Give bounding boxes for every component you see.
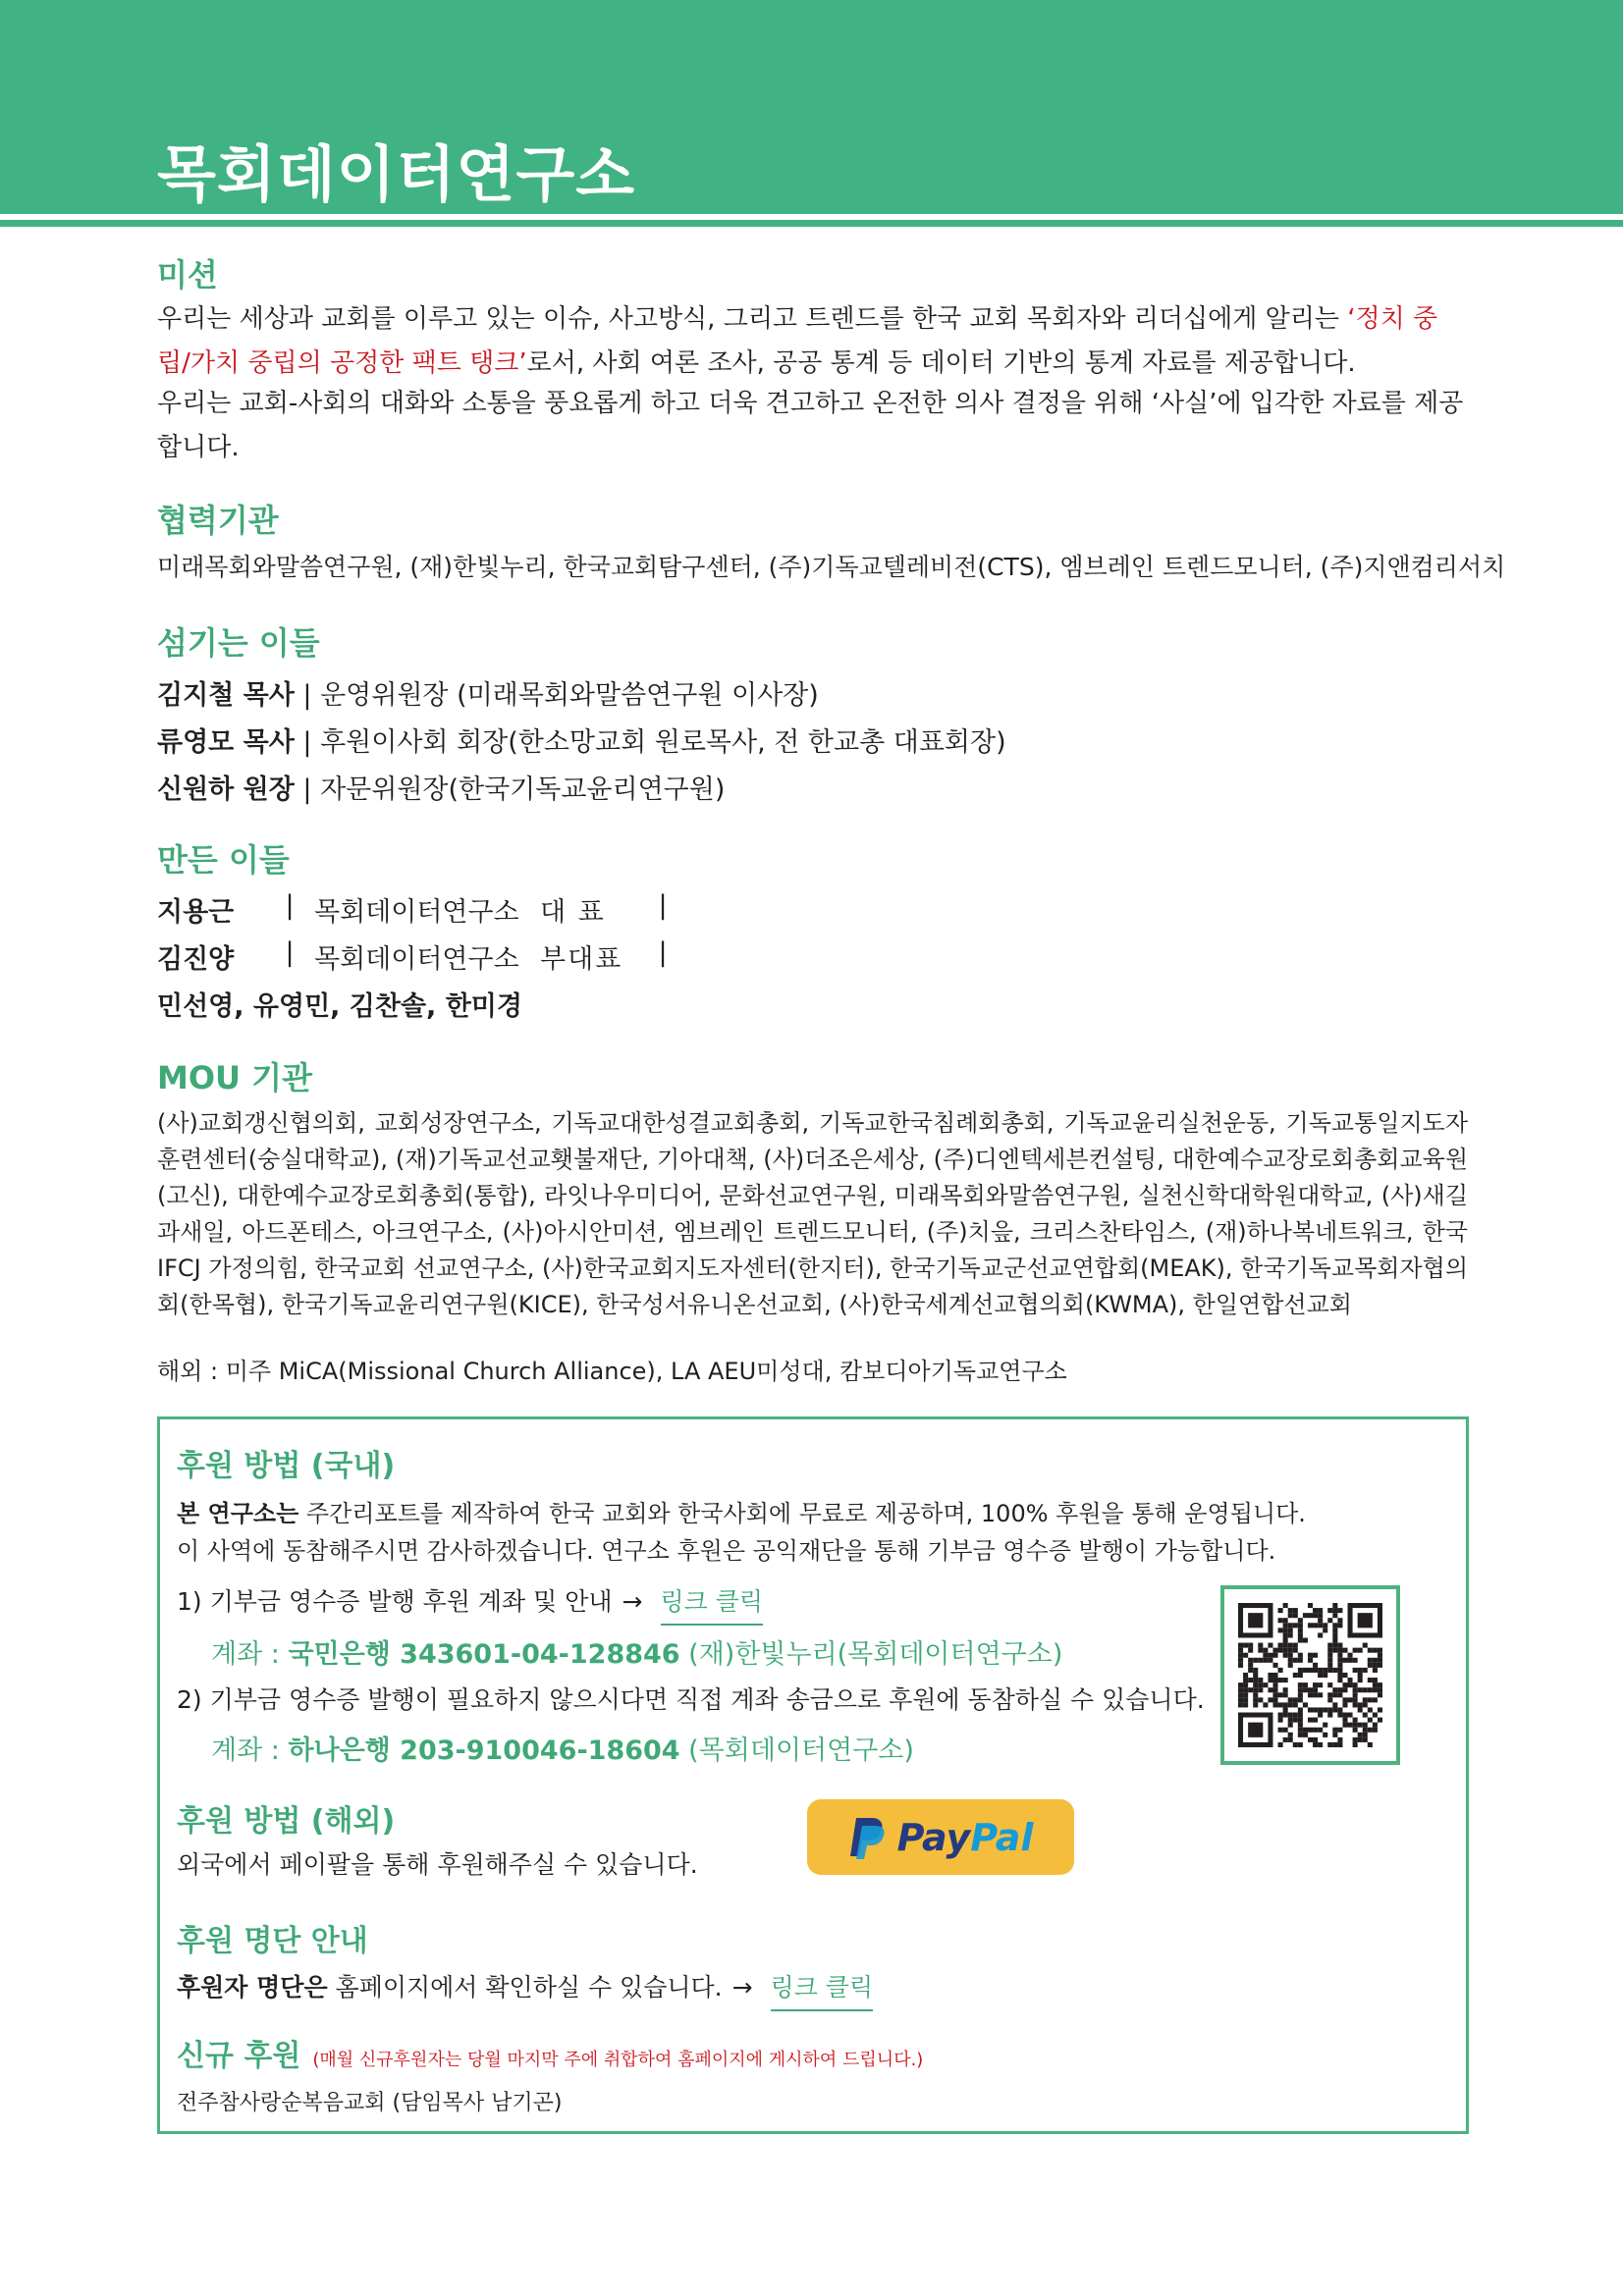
mission-heading: 미션 [157,256,218,294]
new-donation-text: 전주참사랑순복음교회 (담임목사 남기곤) [177,2091,563,2115]
qr-code[interactable] [1220,1585,1400,1765]
donors-link[interactable]: 링크 클릭 [771,1969,874,2011]
makers-heading: 만든 이들 [157,841,290,879]
arrow-right-icon: → [622,1587,643,1616]
maker-row: 지용근 | 목회데이터연구소 대 표 | [157,890,668,928]
servant-row: 김지철 목사 | 운영위원장 (미래목회와말씀연구원 이사장) [157,680,819,711]
mission-text: 우리는 세상과 교회를 이루고 있는 이슈, 사고방식, 그리고 트렌드를 한국 교회 목회자와 리더십에게 알리는 [157,304,1348,334]
mou-overseas: 해외 : 미주 MiCA(Missional Church Alliance), LA AEU미성대, 캄보디아기독교연구소 [157,1358,1067,1385]
maker-others: 민선영, 유영민, 김찬솔, 한미경 [157,991,522,1022]
donation-item-2: 2) 기부금 영수증 발행이 필요하지 않으시다면 직접 계좌 송금으로 후원에 동참하실 수 있습니다. [177,1685,1205,1714]
donation-intro: 본 연구소는 주간리포트를 제작하여 한국 교회와 한국사회에 무료로 제공하며, 100% 후원을 통해 운영됩니다. [177,1500,1306,1527]
servant-row: 류영모 목사 | 후원이사회 회장(한소망교회 원로목사, 전 한교총 대표회장) [157,727,1006,758]
servant-row: 신원하 원장 | 자문위원장(한국기독교윤리연구원) [157,774,726,805]
donors-heading: 후원 명단 안내 [177,1924,368,1958]
paypal-logo-icon [848,1814,888,1861]
partners-list: 미래목회와말씀연구원, (재)한빛누리, 한국교회탐구센터, (주)기독교텔레비전(CTS), 엠브레인 트렌드모니터, (주)지앤컴리서치 [157,553,1506,581]
mission-paragraph-2: 우리는 교회-사회의 대화와 소통을 풍요롭게 하고 더욱 견고하고 온전한 의사 결정을 위해 ‘사실’에 입각한 자료를 제공합니다. [157,389,1464,462]
header-divider [0,220,1623,227]
paypal-wordmark: PayPal [896,1815,1034,1859]
page-title: 목회데이터연구소 [157,138,636,210]
new-donation-note: (매월 신규후원자는 당월 마지막 주에 취합하여 홈페이지에 게시하여 드립니다.) [312,2050,924,2070]
account-2: 계좌 : 하나은행 203-910046-18604 (목회데이터연구소) [211,1735,914,1766]
paypal-button[interactable] [807,1799,1074,1875]
donation-intro-2: 이 사역에 동참해주시면 감사하겠습니다. 연구소 후원은 공익재단을 통해 기부금 영수증 발행이 가능합니다. [177,1537,1276,1565]
servants-heading: 섬기는 이들 [157,624,320,662]
receipt-link[interactable]: 링크 클릭 [661,1583,764,1626]
mission-paragraph-1 [157,297,1468,386]
account-1: 계좌 : 국민은행 343601-04-128846 (재)한빛누리(목회데이터연구소) [211,1639,1063,1670]
mou-heading: MOU 기관 [157,1059,312,1096]
partners-heading: 협력기관 [157,502,279,539]
arrow-right-icon: → [731,1973,753,2002]
donation-domestic-heading: 후원 방법 (국내) [177,1449,396,1483]
donation-overseas-text: 외국에서 페이팔을 통해 후원해주실 수 있습니다. [177,1850,698,1879]
maker-row: 김진양 | 목회데이터연구소 부대표 | [157,937,668,975]
fact-tank-highlight: ‘정치 중립/가치 중립의 공정한 팩트 탱크’ [157,304,1438,378]
donation-overseas-heading: 후원 방법 (해외) [177,1804,396,1839]
donors-text: 후원자 명단은 홈페이지에서 확인하실 수 있습니다. → 링크 클릭 [177,1969,873,2011]
mou-list: (사)교회갱신협의회, 교회성장연구소, 기독교대한성결교회총회, 기독교한국침례회총회, 기독교윤리실천운동, 기독교통일지도자훈련센터(숭실대학교), (재)기독교선교횃불재단, 기아대책, (사)더조은세상, (주)디엔텍세븐컨설팅, 대한예수교장로회총회교육원(고신), 대한예수교장로회총회(통합), 라잇나우미디어, 문화선교연구원, 미래목회와말씀연구원, 실천신학대학원대학교, (사)새길과새일, 아드폰테스, 아크연구소, (사)아시안미션, 엠브레인 트렌드모니터, (주)치읖, 크리스찬타임스, (재)하나복네트워크, 한국IFCJ 가정의힘, 한국교회 선교연구소, (사)한국교회지도자센터(한지터), 한국기독교군선교연합회(MEAK), 한국기독교목회자협의회(한목협), 한국기독교윤리연구원(KICE), 한국성서유니온선교회, (사)한국세계선교협의회(KWMA), 한일연합선교회 [157,1109,1468,1318]
qr-code-icon [1238,1603,1382,1747]
mission-text-2: 로서, 사회 여론 조사, 공공 통계 등 데이터 기반의 통계 자료를 제공합니다. [526,348,1356,378]
new-donation-heading: 신규 후원 (매월 신규후원자는 당월 마지막 주에 취합하여 홈페이지에 게시하여 드립니다.) [177,2039,924,2073]
donation-item-1: 1) 기부금 영수증 발행 후원 계좌 및 안내 → 링크 클릭 [177,1583,763,1626]
